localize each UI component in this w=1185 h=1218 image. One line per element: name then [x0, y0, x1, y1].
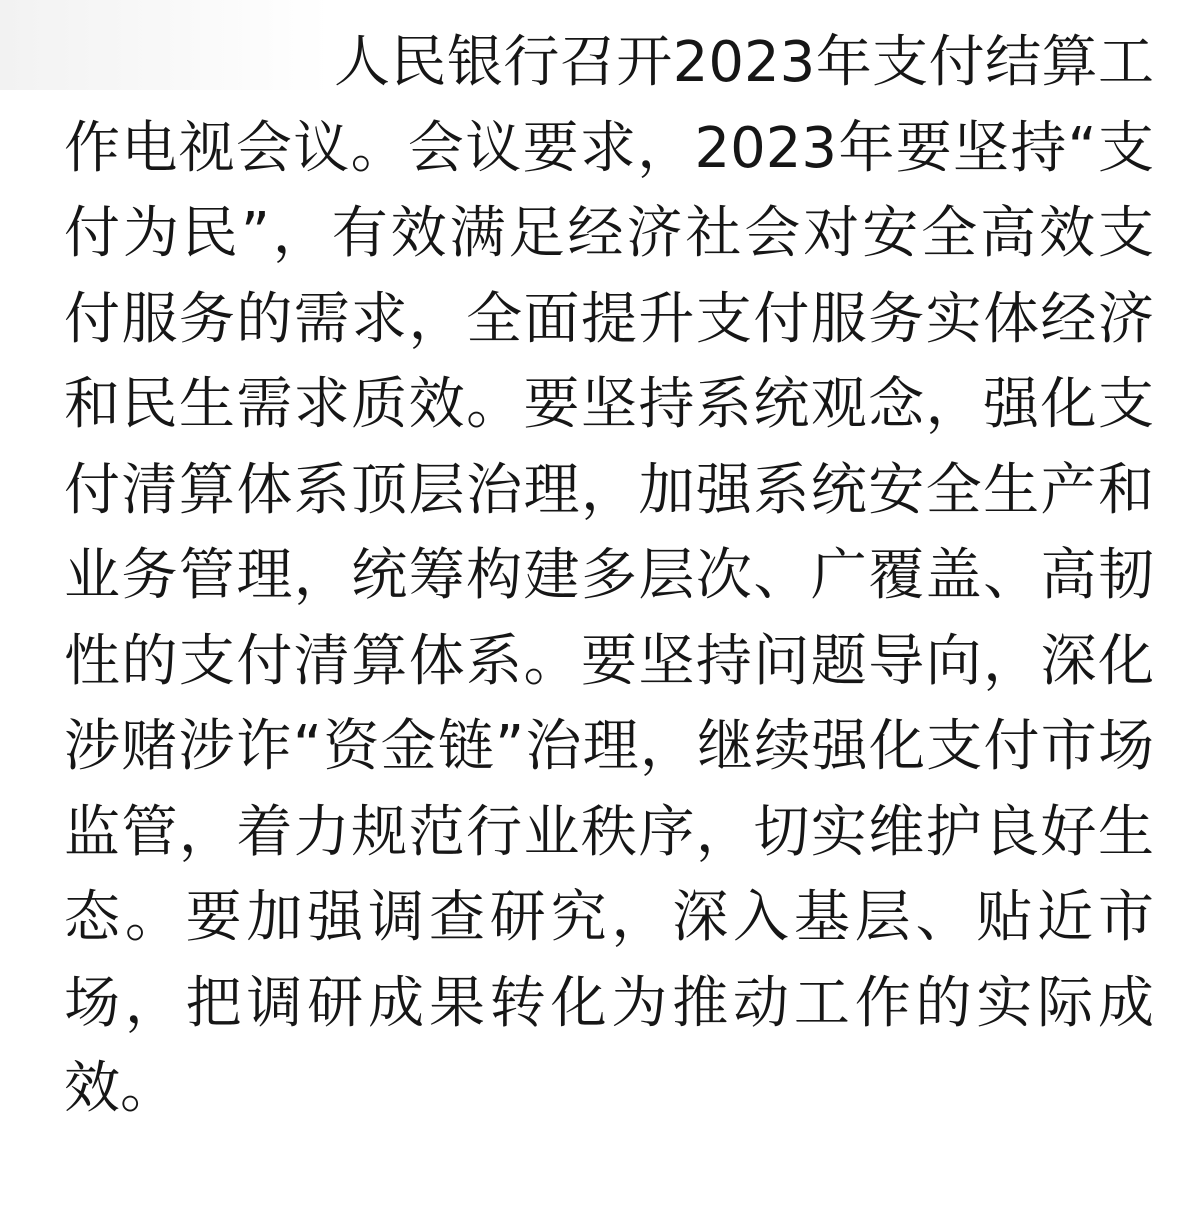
paragraph-line: 付为民”，有效满足经济社会对安全高效支 [64, 201, 1154, 266]
paragraph-line: 态。要加强调查研究，深入基层、贴近市 [64, 885, 1154, 950]
paragraph-line: 作电视会议。会议要求，2023年要坚持“支 [64, 115, 1154, 181]
paragraph-line: 涉赌涉诈“资金链”治理，继续强化支付市场 [64, 714, 1154, 779]
paragraph-line: 和民生需求质效。要坚持系统观念，强化支 [64, 372, 1154, 437]
paragraph-line: 业务管理，统筹构建多层次、广覆盖、高韧 [64, 543, 1154, 608]
paragraph-line: 性的支付清算体系。要坚持问题导向，深化 [64, 628, 1154, 694]
paragraph-line: 场，把调研成果转化为推动工作的实际成 [64, 970, 1154, 1036]
paragraph-line: 人民银行召开2023年支付结算工 [334, 30, 1154, 95]
paragraph-line: 效。 [64, 1056, 176, 1121]
paragraph-line: 付服务的需求，全面提升支付服务实体经济 [64, 286, 1154, 352]
paragraph-line: 付清算体系顶层治理，加强系统安全生产和 [64, 457, 1154, 523]
article-paragraph [64, 20, 1154, 1132]
paragraph-line: 监管，着力规范行业秩序，切实维护良好生 [64, 799, 1154, 865]
